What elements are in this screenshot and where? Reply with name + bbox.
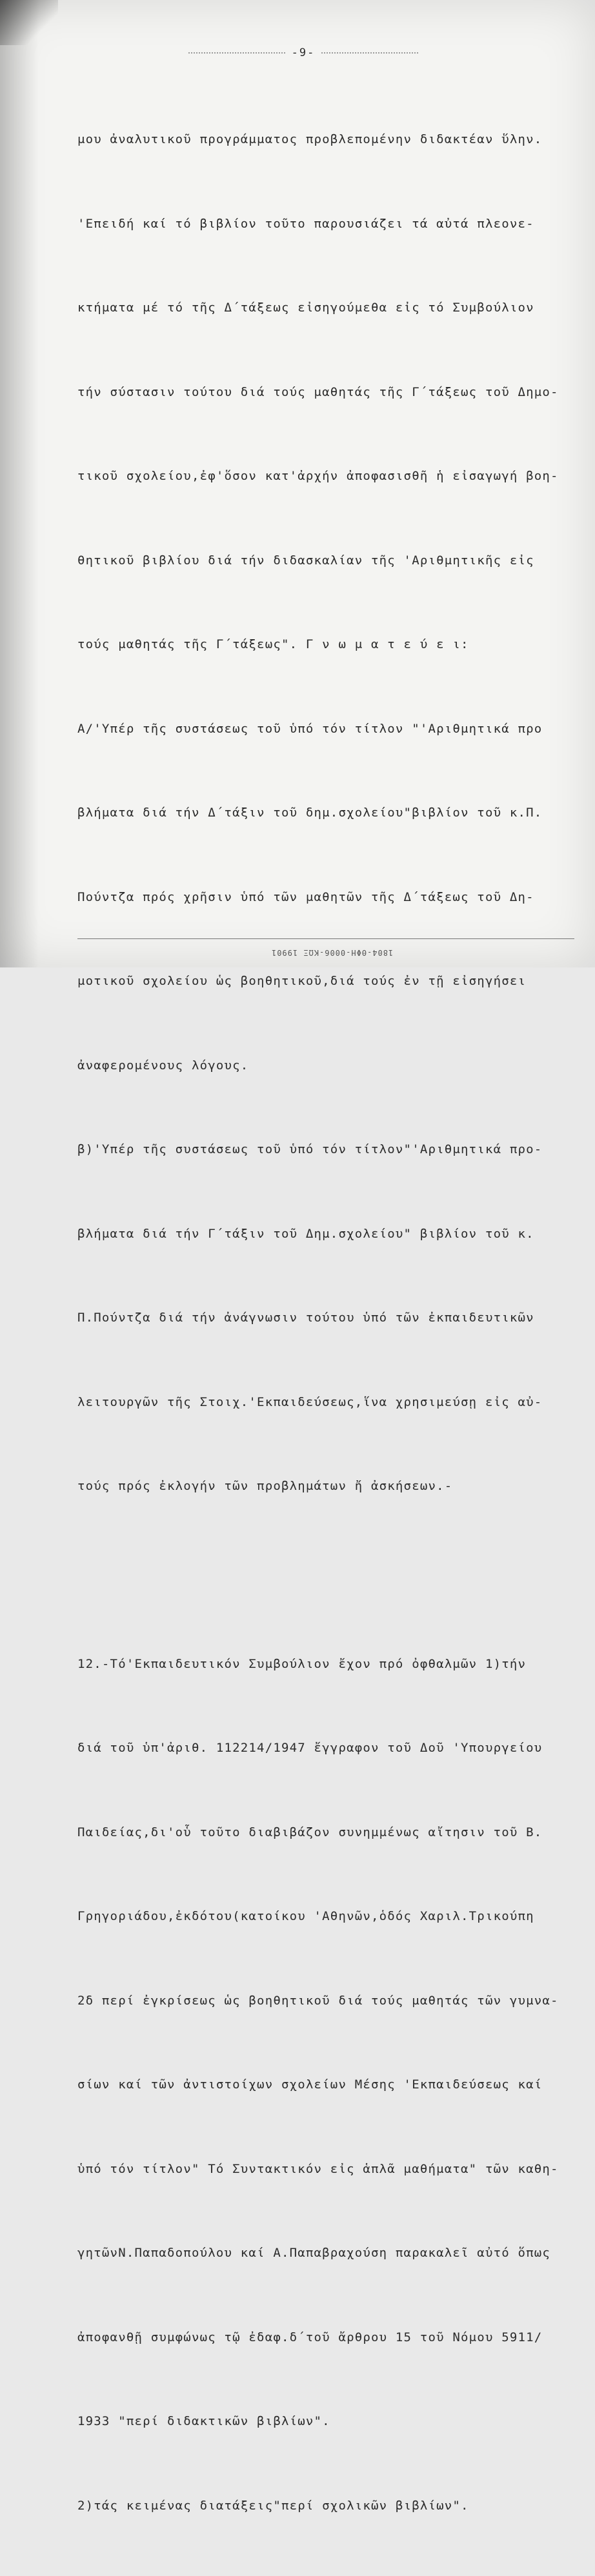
text-line: ἀναφερομένους λόγους. [77, 1058, 249, 1073]
bottom-rule [77, 938, 574, 939]
text-line: τήν σύστασιν τούτου διά τούς μαθητάς τῆς Γ΄τάξεως τοῦ Δημο- [77, 384, 559, 399]
text-line: διά τοῦ ὑπ'ἀριθ. 112214/1947 ἔγγραφον τοῦ Δοῦ 'Υπουργείου [77, 1741, 543, 1755]
text-line: ὑπό τόν τίτλον" Τό Συντακτικόν εἰς ἁπλᾶ μαθήματα" τῶν καθη- [77, 2161, 559, 2176]
text-line: 12.-Τό'Εκπαιδευτικόν Συμβούλιον ἔχον πρό ὀφθαλμῶν 1)τήν [77, 1656, 527, 1671]
document-body [77, 70, 587, 2576]
footer-print-code: 1804-ΘΦΗ-0006-ΚΩΞ 19901 [271, 948, 394, 957]
text-line: σίων καί τῶν ἀντιστοίχων σχολείων Μέσης 'Εκπαιδεύσεως καί [77, 2077, 543, 2092]
text-line: τικοῦ σχολείου,ἐφ'ὅσον κατ'ἀρχήν ἀποφασισθῆ ἡ εἰσαγωγή βοη- [77, 469, 559, 483]
text-line: θητικοῦ βιβλίου διά τήν διδασκαλίαν τῆς 'Αριθμητικῆς εἰς [77, 553, 534, 568]
paragraph-gap [77, 1557, 587, 1594]
text-line: κτήματα μέ τό τῆς Δ΄τάξεως εἰσηγούμεθα εἰς τό Συμβούλιον [77, 301, 534, 315]
text-line: β)'Υπέρ τῆς συστάσεως τοῦ ὑπό τόν τίτλον"'Αριθμητικά προ- [77, 1142, 543, 1156]
text-line: Πούντζα πρός χρῆσιν ὑπό τῶν μαθητῶν τῆς Δ΄τάξεως τοῦ Δη- [77, 889, 534, 904]
text-line: Παιδείας,δι'οὗ τοῦτο διαβιβάζον συνημμένως αἴτησιν τοῦ Β. [77, 1825, 543, 1839]
text-line: βλήματα διά τήν Γ΄τάξιν τοῦ Δημ.σχολείου" βιβλίον τοῦ κ. [77, 1226, 534, 1241]
text-line: λειτουργῶν τῆς Στοιχ.'Εκπαιδεύσεως,ἵνα χρησιμεύσῃ εἰς αὐ- [77, 1394, 543, 1409]
text-line: γητῶνΝ.Παπαδοπούλου καί Α.Παπαβραχούση παρακαλεῖ αὐτό ὅπως [77, 2246, 551, 2260]
text-line: τούς πρός ἐκλογήν τῶν προβλημάτων ἤ ἀσκήσεων.- [77, 1479, 453, 1493]
text-line: 1933 "περί διδακτικῶν βιβλίων". [77, 2414, 330, 2428]
text-line: 2δ περί ἐγκρίσεως ὡς βοηθητικοῦ διά τούς μαθητάς τῶν γυμνα- [77, 1993, 559, 2008]
corner-shadow [0, 0, 58, 45]
text-line: μου ἀναλυτικοῦ προγράμματος προβλεπομένην διδακτέαν ὕλην. [77, 132, 543, 146]
page-number: -9- [77, 46, 529, 59]
binding-shadow [0, 0, 39, 967]
text-line: μοτικοῦ σχολείου ὡς βοηθητικοῦ,διά τούς ἐν τῇ εἰσηγήσει [77, 974, 527, 988]
text-line: Γρηγοριάδου,ἐκδότου(κατοίκου 'Αθηνῶν,ὁδός Χαριλ.Τρικούπη [77, 1909, 534, 1923]
text-line: Α/'Υπέρ τῆς συστάσεως τοῦ ὑπό τόν τίτλον "'Αριθμητικά προ [77, 721, 543, 736]
text-line: τούς μαθητάς τῆς Γ΄τάξεως". Γ ν ω μ α τ ε ύ ε ι: [77, 637, 469, 651]
text-line: Π.Πούντζα διά τήν ἀνάγνωσιν τούτου ὑπό τῶν ἐκπαιδευτικῶν [77, 1311, 534, 1325]
text-line: 2)τάς κειμένας διατάξεις"περί σχολικῶν βιβλίων". [77, 2498, 469, 2513]
text-line: ἀποφανθῇ συμφώνως τῷ ἐδαφ.δ΄τοῦ ἄρθρου 15 τοῦ Νόμου 5911/ [77, 2330, 543, 2344]
text-line: 'Επειδή καί τό βιβλίον τοῦτο παρουσιάζει τά αὐτά πλεονε- [77, 216, 534, 231]
text-line: βλήματα διά τήν Δ΄τάξιν τοῦ δημ.σχολείου"βιβλίον τοῦ κ.Π. [77, 806, 543, 820]
